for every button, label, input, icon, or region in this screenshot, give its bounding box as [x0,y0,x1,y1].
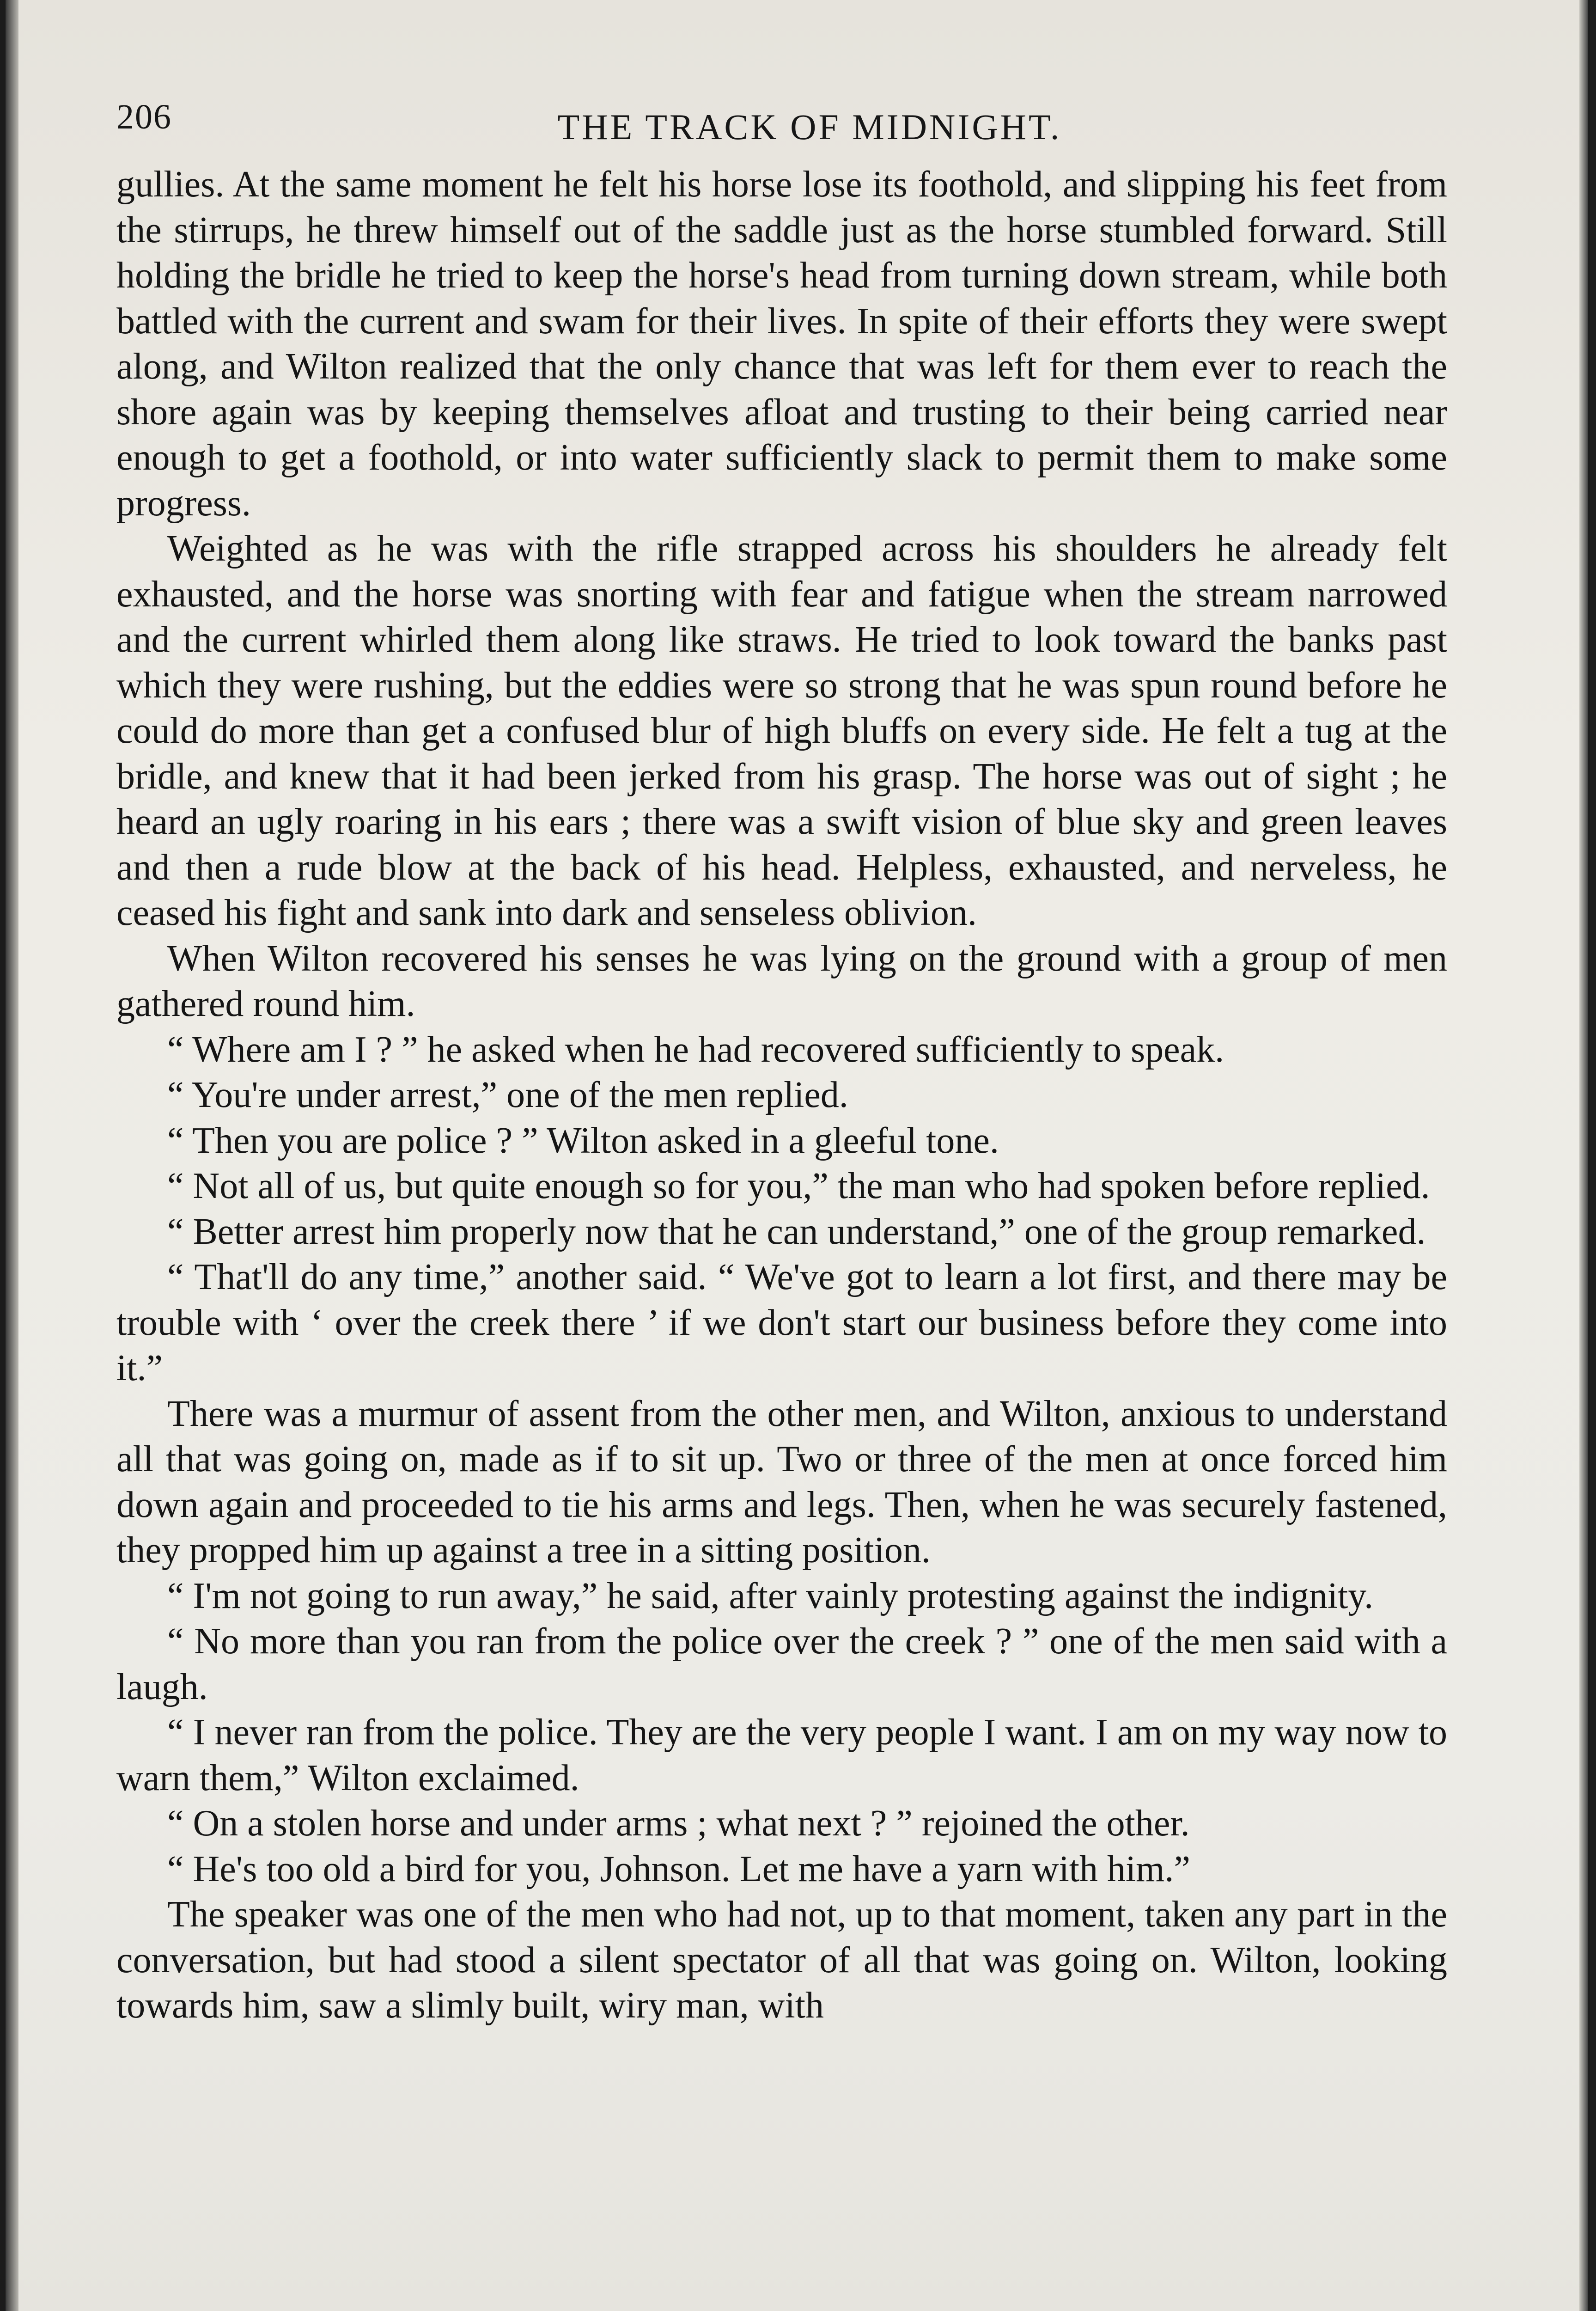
paragraph: “ Not all of us, but quite enough so for you,” the man who had spoken before replied. [167,1166,1430,1206]
page-edge-left [6,0,18,2311]
paragraph: “ You're under arrest,” one of the men replied. [167,1075,848,1115]
paragraph: Weighted as he was with the rifle strapped across his shoulders he already felt exhausted, and the horse was snorting with fear and fatigue when the stream narrowed and the current whirled them along like straws. He tried to look toward the banks past which they were rushing, but the eddies were so strong that he was spun round before he could do more than get a confused blur of high bluffs on every side. He felt a tug at the bridle, and knew that it had been jerked from his grasp. The horse was out of sight ; he heard an ugly roaring in his ears ; there was a swift vision of blue sky and green leaves and then a rude blow at the back of his head. Helpless, exhausted, and nerveless, he ceased his fight and sank into dark and senseless oblivion. [116,528,1447,933]
paragraph: gullies. At the same moment he felt his horse lose its foothold, and slipping his feet from the stirrups, he threw himself out of the saddle just as the horse stumbled forward. Still holding the bridle he tried to keep the horse's head from turning down stream, while both battled with the current and swam for their lives. In spite of their efforts they were swept along, and Wilton realized that the only chance that was left for them ever to reach the shore again was by keeping themselves afloat and trusting to their being carried near enough to get a foothold, or into water sufficiently slack to permit them to make some progress. [116,164,1447,524]
paragraph: “ Better arrest him properly now that he can understand,” one of the group remarked. [167,1211,1426,1252]
paragraph: “ On a stolen horse and under arms ; what next ? ” rejoined the other. [167,1803,1190,1844]
paragraph: “ I'm not going to run away,” he said, after vainly protesting against the indignity. [167,1575,1374,1616]
book-page [6,0,1588,2311]
running-head [116,92,1447,148]
paragraph: When Wilton recovered his senses he was lying on the ground with a group of men gathered round him. [116,938,1447,1024]
page-number: 206 [116,98,172,136]
paragraph: “ Then you are police ? ” Wilton asked in a gleeful tone. [167,1120,999,1161]
paragraph: “ No more than you ran from the police over the creek ? ” one of the men said with a laugh. [116,1621,1447,1707]
paragraph: “ That'll do any time,” another said. “ We've got to learn a lot first, and there may be trouble with ‘ over the creek there ’ if we don't start our business before they come into it.” [116,1257,1447,1388]
page-edge-right [1579,0,1588,2311]
paragraph: The speaker was one of the men who had not, up to that moment, taken any part in the conversation, but had stood a silent spectator of all that was going on. Wilton, looking towards him, saw a slimly built, wiry man, with [116,1894,1447,2026]
running-title: THE TRACK OF MIDNIGHT. [557,107,1062,147]
body-text [116,162,1447,2029]
paragraph: “ I never ran from the police. They are the very people I want. I am on my way now to warn them,” Wilton exclaimed. [116,1712,1447,1798]
paragraph: There was a murmur of assent from the other men, and Wilton, anxious to understand all that was going on, made as if to sit up. Two or three of the men at once forced him down again and proceeded to tie his arms and legs. Then, when he was securely fastened, they propped him up against a tree in a sitting position. [116,1393,1447,1571]
paragraph: “ He's too old a bird for you, Johnson. Let me have a yarn with him.” [167,1848,1190,1889]
paragraph: “ Where am I ? ” he asked when he had recovered sufficiently to speak. [167,1029,1224,1070]
